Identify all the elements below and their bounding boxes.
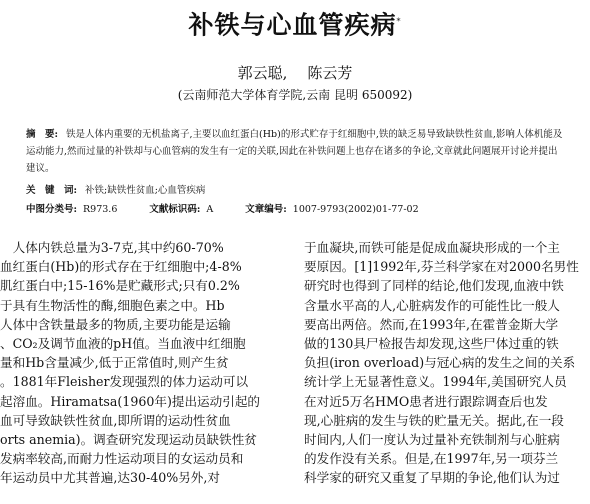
abstract-text: 铁是人体内重要的无机盐离子,主要以血红蛋白(Hb)的形式贮存于红细胞中,铁的缺乏易导致缺铁性贫血,影响人体机能及运动能力,然而过量的补铁却与心血管病的发生有一定的关联,因此在补铁问题上也存在诸多的争论,文章就此问题展开讨论并提出建议。 [26, 129, 563, 174]
body-line: 统计学上无显著性意义。1994年,美国研究人员 [304, 374, 567, 390]
body-line: 现,心脏病的发生与铁的贮量无关。据此,在一段 [304, 412, 564, 428]
body-line: 科学家的研究又重复了早期的争论,他们认为过 [304, 470, 560, 486]
author-line [0, 62, 590, 84]
body-line: 血红蛋白(Hb)的形式存在于红细胞中;4-8% [0, 259, 242, 275]
body-line: 肌红蛋白中;15-16%是贮藏形式;只有0.2% [0, 278, 240, 294]
abstract [26, 126, 566, 177]
body-line: 血可导致缺铁性贫血,即所谓的运动性贫血 [0, 412, 231, 428]
body-line: 做的130具尸检报告却发现,这些尸体过重的铁 [304, 336, 559, 352]
body-line: 要原因。[1]1992年,芬兰科学家在对2000名男性 [304, 259, 579, 275]
keywords-text: 补铁;缺铁性贫血;心血管疾病 [85, 185, 206, 196]
clc-label: 中图分类号: [26, 204, 78, 215]
abstract-label: 摘 要: [26, 129, 59, 140]
author-1: 郭云聪, [237, 64, 288, 82]
body-line: 。1881年Fleisher发现强烈的体力运动可以 [0, 374, 249, 390]
body-line: 于具有生物活性的酶,细胞色素之中。Hb [0, 297, 225, 313]
body-line: 要高出两倍。然而,在1993年,在霍普金斯大学 [304, 316, 559, 332]
body-line: 的发作没有关系。但是,在1997年,另一项芬兰 [304, 451, 559, 467]
body-column-left [0, 238, 280, 488]
body-line: 、CO₂及调节血液的pH值。当血液中红细胞 [0, 336, 246, 352]
article-no-value: 1007-9793(2002)01-77-02 [292, 204, 419, 215]
author-2: 陈云芳 [307, 64, 353, 82]
body-line: 年运动员中尤其普遍,达30-40%另外,对 [0, 470, 220, 486]
body-line: 研究时也得到了同样的结论,他们发现,血液中铁 [304, 278, 564, 294]
body-line: 人体中含铁量最多的物质,主要功能是运输 [0, 316, 231, 332]
article-no-label: 文章编号: [245, 204, 287, 215]
title-footnote-mark: * [396, 17, 402, 26]
body-line: 于血凝块,而铁可能是促成血凝块形成的一个主 [304, 240, 560, 255]
doc-code-label: 文献标识码: [149, 204, 201, 215]
clc-value: R973.6 [83, 204, 118, 215]
classification-line [26, 202, 566, 218]
keywords-label: 关 键 词: [26, 185, 78, 196]
body-line: 发病率较高,而耐力性运动项目的女运动员和 [0, 451, 244, 467]
body-column-right [304, 238, 590, 488]
title-text: 补铁与心血管疾病 [188, 10, 397, 40]
doc-code-value: A [206, 204, 214, 215]
affiliation: (云南师范大学体育学院,云南 昆明 650092) [177, 88, 413, 102]
body-line: orts anemia)。调查研究发现运动员缺铁性贫 [0, 432, 257, 448]
keywords-line [26, 183, 566, 199]
body-line: 起溶血。Hiramatsa(1960年)提出运动引起的 [0, 393, 261, 409]
body-line: 量和Hb含量减少,低于正常值时,则产生贫 [0, 355, 229, 371]
body-line: 人体内铁总量为3-7克,其中约60-70% [0, 240, 224, 255]
paper-title [0, 5, 590, 42]
body-line: 含量水平高的人,心脏病发作的可能性比一般人 [304, 297, 560, 313]
body-line: 在对近5万名HMO患者进行跟踪调查后也发 [304, 393, 548, 409]
body-line: 时间内,人们一度认为过量补充铁制剂与心脏病 [304, 432, 560, 448]
body-line: 负担(iron overload)与冠心病的发生之间的关系 [304, 355, 576, 371]
